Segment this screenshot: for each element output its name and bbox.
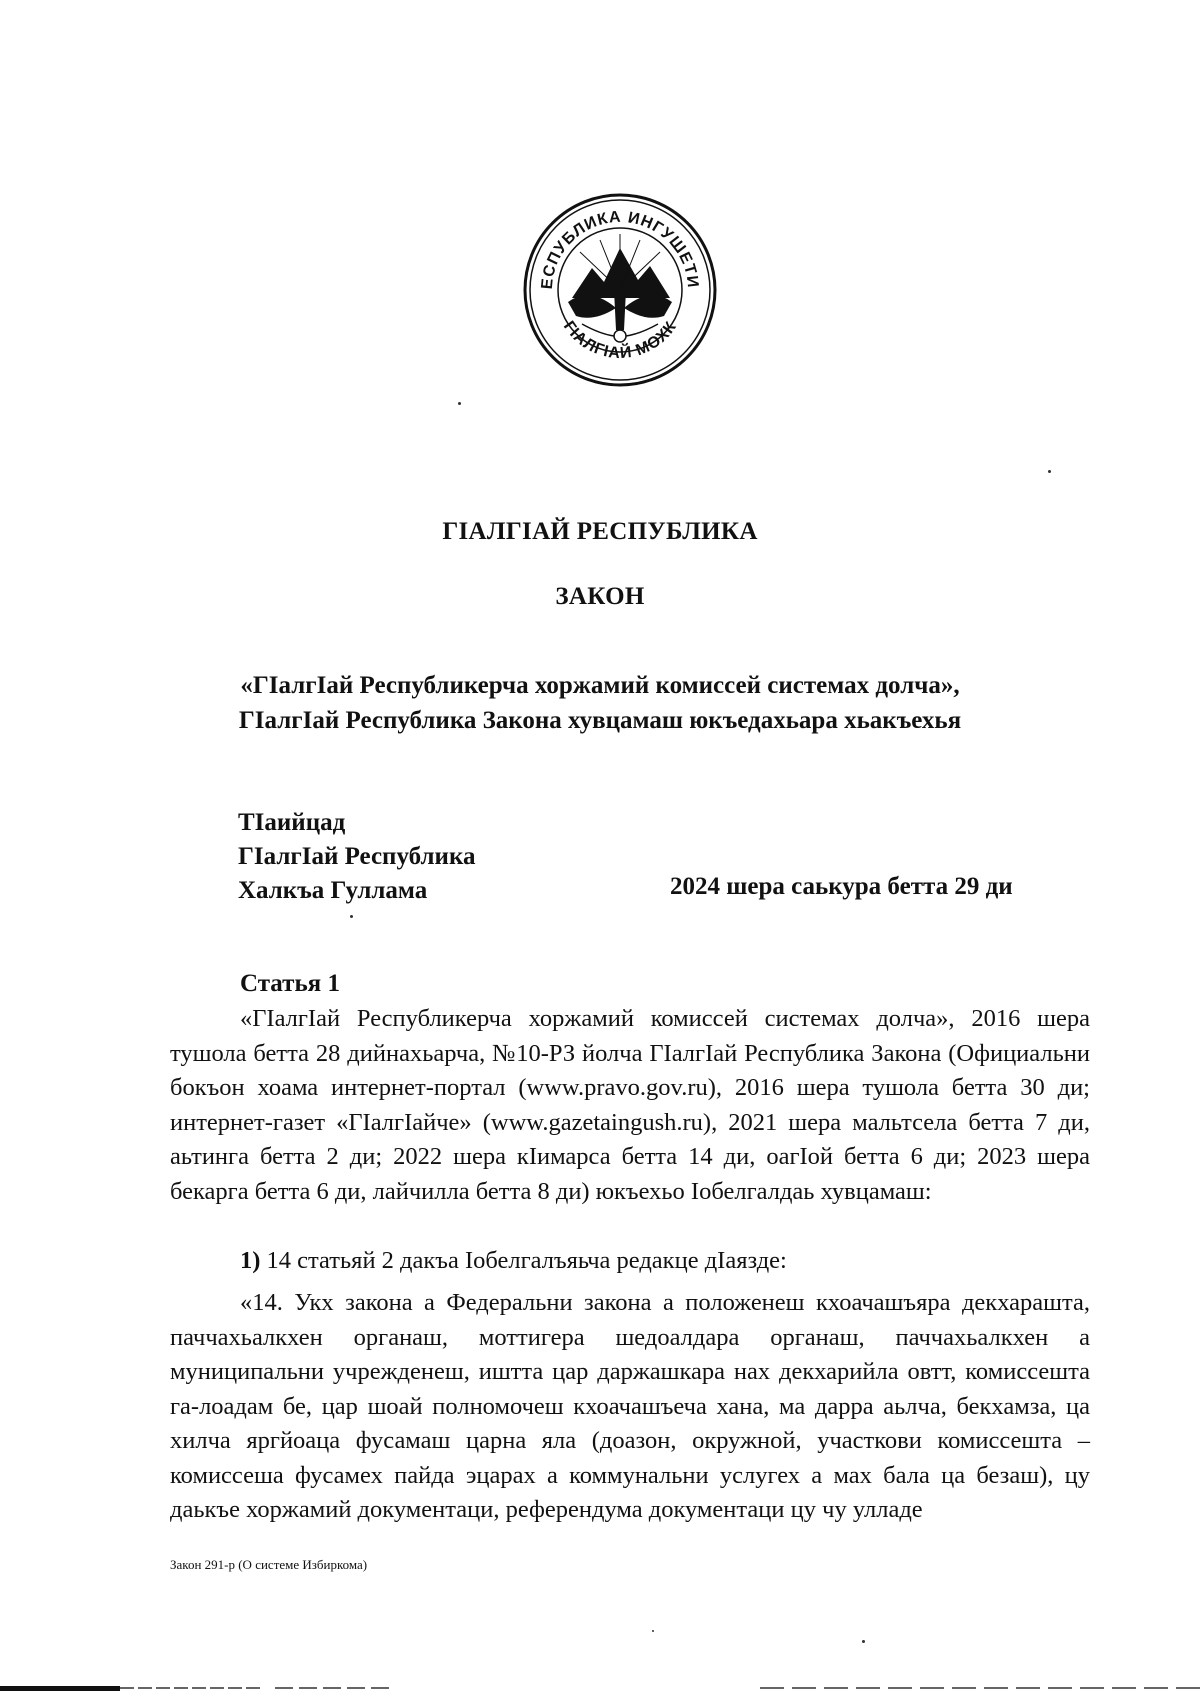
adopted-line-2: ГIалгIай Республика (238, 843, 476, 870)
law-title (150, 668, 1050, 738)
item-text: 14 статьяй 2 дакъа Iобелгалъяьча редакце дIаязде: (260, 1247, 787, 1274)
article-paragraph-1: «ГIалгIай Республикерча хоржамий комиссей системах долча», 2016 шера тушола бетта 28 дийнахьарча, №10-РЗ йолча ГIалгIай Республика Закона (Официальни бокъон хоама интернет-портал (www.pravo.gov.ru), 2016 шера тушола бетта 30 ди; интернет-газет «ГIалгIайче» (www.gazetaingush.ru), 2021 шера мальтсела бетта 7 ди, аьтинга бетта 2 ди; 2022 шера кIимарса бетта 14 ди, оагIой бетта 6 ди; 2023 шера бекарга бетта 6 ди, лайчилла бетта 8 ди) юкъехьо Iобелгалдаь хувцамаш: (170, 1005, 1090, 1205)
law-title-line-1: «ГIалгIай Республикерча хоржамий комиссей системах долча», (240, 672, 960, 699)
seal-bottom-text: ГIАЛГIАЙ МОХК (559, 318, 681, 363)
adopted-by-block (238, 806, 475, 908)
article-item-1 (170, 1244, 1090, 1279)
scan-speck (350, 915, 353, 918)
scan-speck (862, 1640, 865, 1643)
republic-seal (520, 190, 720, 390)
item-marker: 1) (240, 1247, 261, 1274)
article-paragraph-3: «14. Укх закона а Федеральни закона а положенеш кхоачашъяра декхарашта, паччахьалкхен органаш, моттигера шедоалдара органаш, паччахьалкхен а муниципальни учрежденеш, иштта цар даржашкара нах декхарийла овтт, комиссешта га-лоадам бе, цар шоай полномочеш кхоачашъеча хана, ма дарра аьлча, бекхамза, ца хилча яргйоаца фусамаш царна яла (доазон, окружной, участкови комиссешта – комиссеша фусамех пайда эцарах а коммунальни услугех а мах бала ца безаш), цу даькъе хоржамий документаци, референдума документаци цу чу улладе (170, 1289, 1090, 1523)
scan-speck (652, 1630, 654, 1632)
adopted-line-3: Халкъа Гуллама (238, 877, 428, 904)
law-title-line-2: ГIалгIай Республика Закона хувцамаш юкъедахьара хьакъехья (238, 707, 962, 734)
article-heading: Статья 1 (240, 970, 340, 997)
law-label: ЗАКОН (555, 583, 645, 610)
scan-speck (458, 402, 461, 405)
seal-top-text: ЕСПУБЛИКА ИНГУШЕТИ (538, 208, 702, 290)
seal-emblem-icon (520, 190, 720, 390)
page-footer: Закон 291-р (О системе Избиркома) (170, 1557, 368, 1572)
adopted-line-1: ТIаийцад (238, 809, 346, 836)
adoption-date: 2024 шера саькура бетта 29 ди (670, 873, 1013, 900)
republic-heading: ГIАЛГIАЙ РЕСПУБЛИКА (442, 518, 758, 545)
scan-edge-artifact (0, 1684, 1200, 1694)
scan-speck (1048, 470, 1051, 473)
